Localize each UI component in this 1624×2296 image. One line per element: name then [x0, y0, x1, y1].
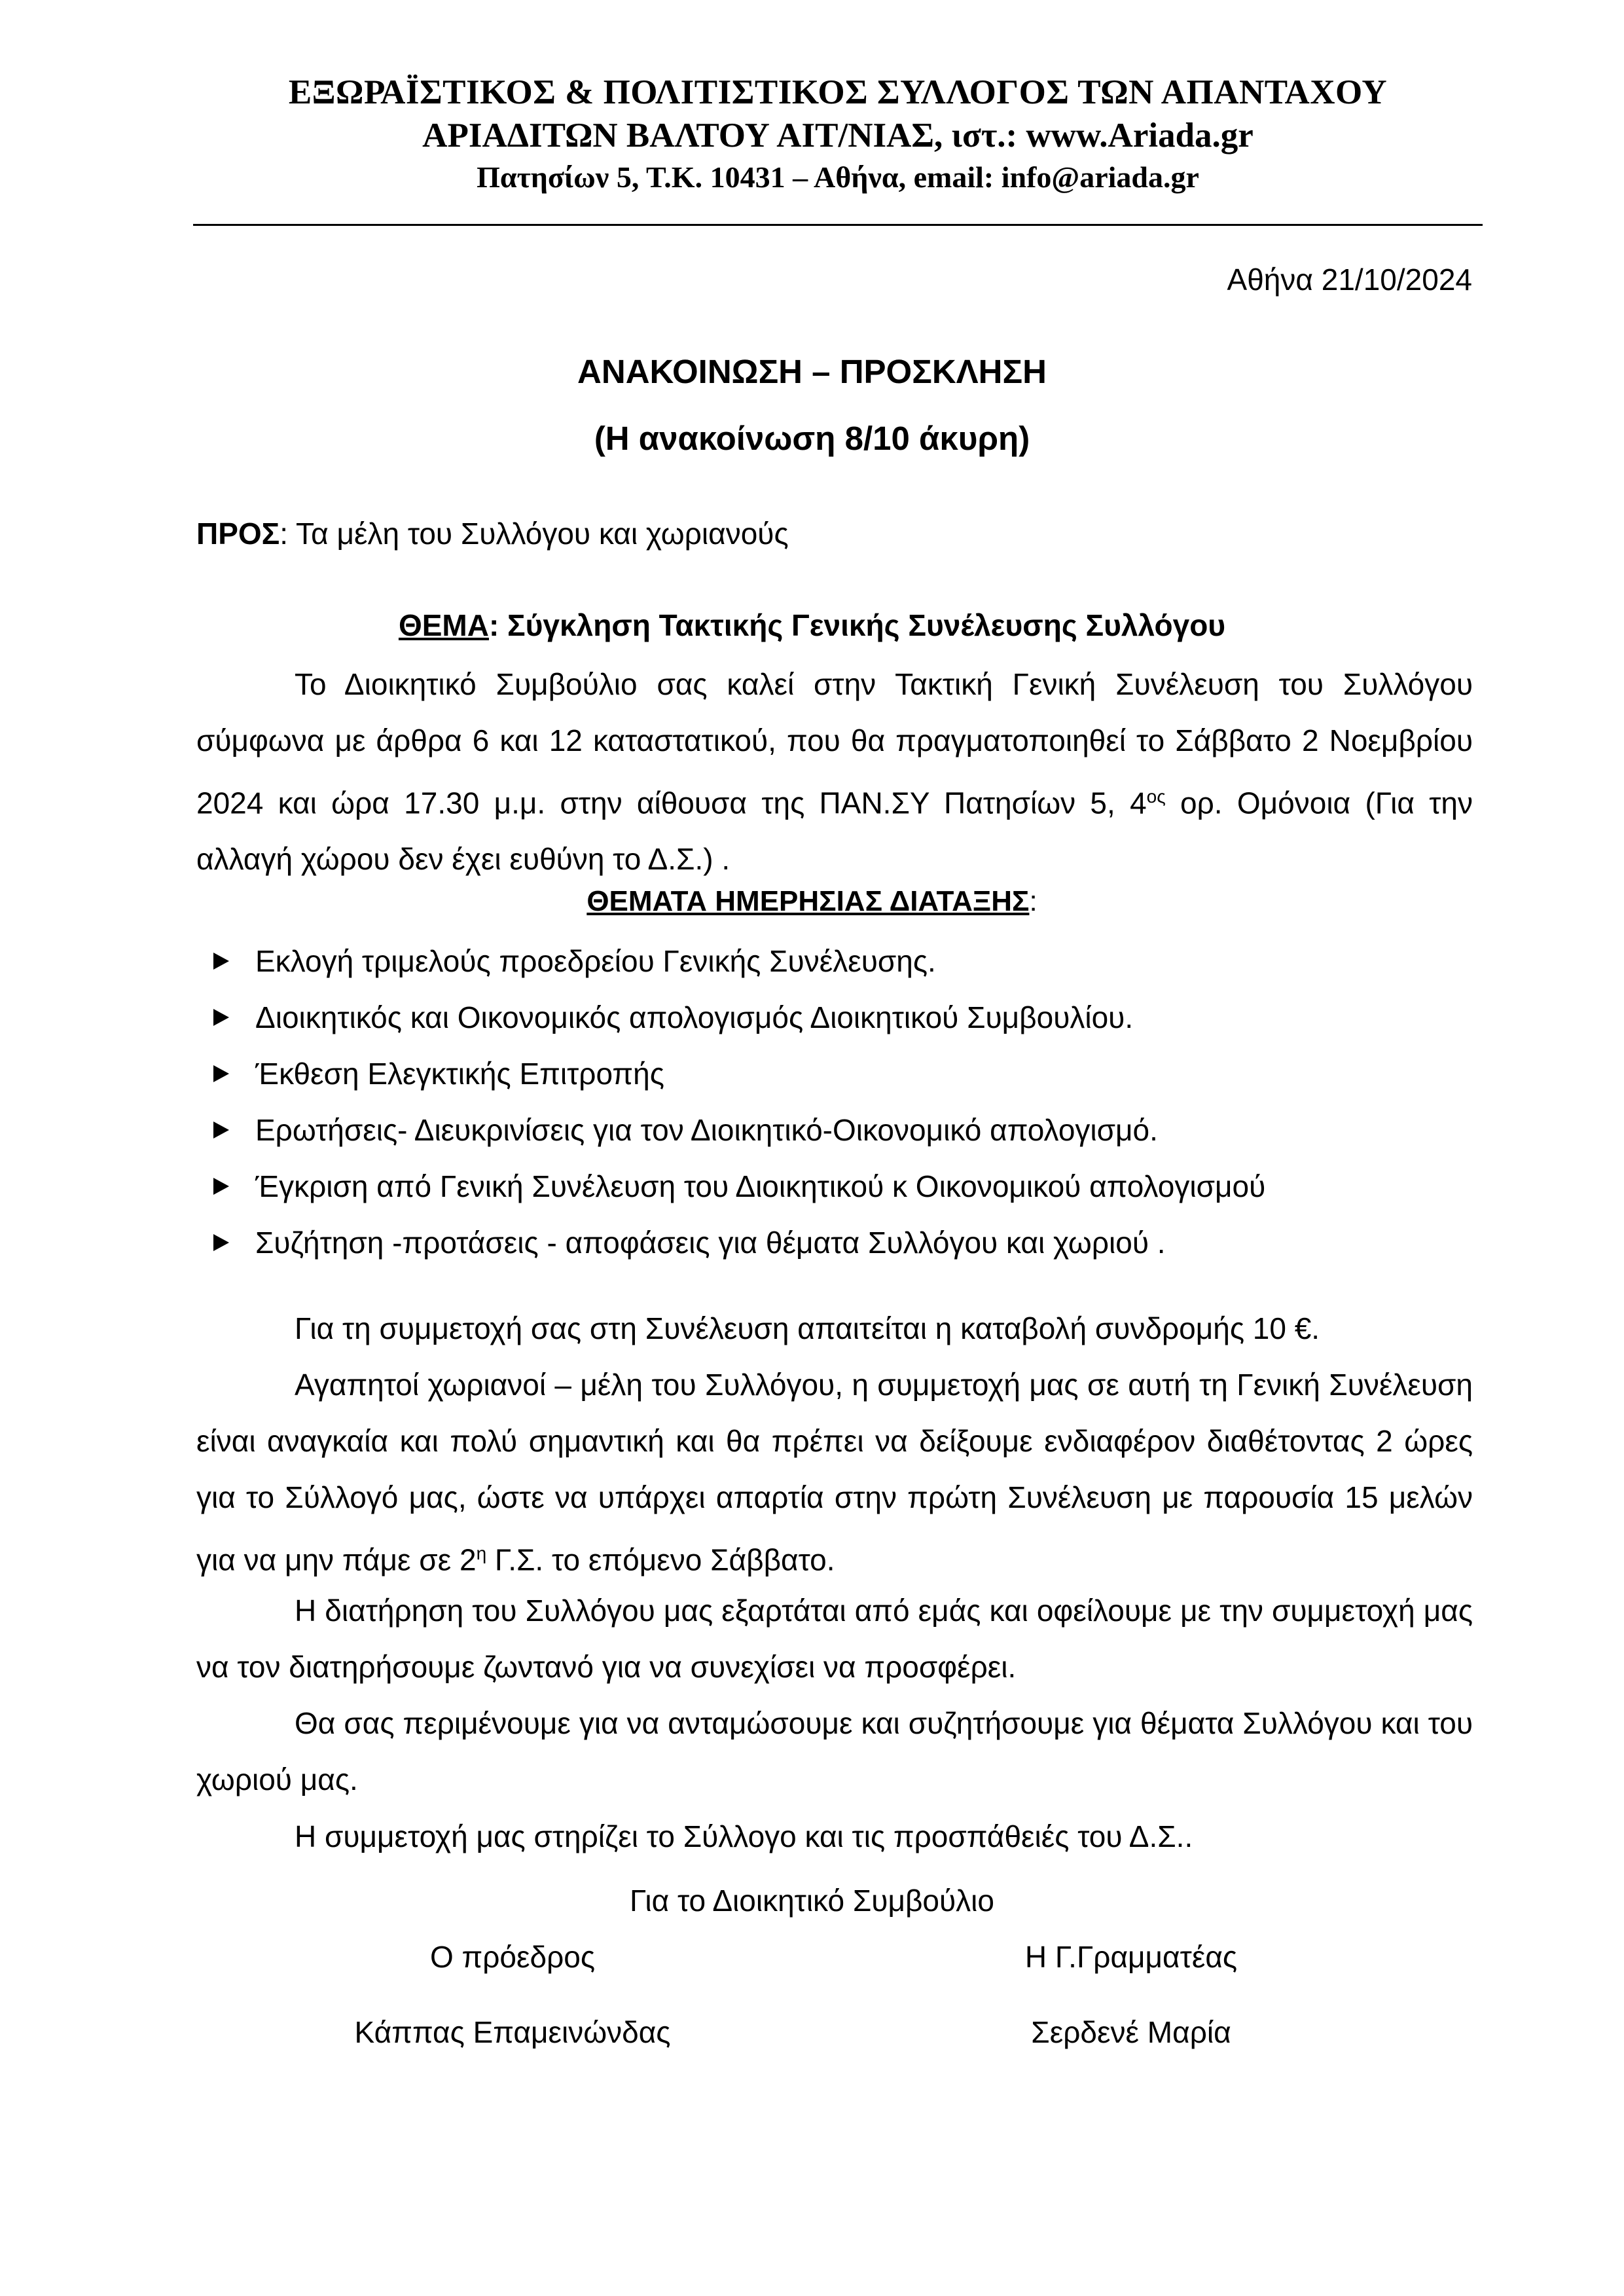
agenda-item-text: Συζήτηση -προτάσεις - αποφάσεις για θέματα Συλλόγου και χωριού . — [255, 1226, 1166, 1260]
list-item — [208, 1046, 1265, 1102]
letterhead-organization-name: ΕΞΩΡΑΪΣΤΙΚΟΣ & ΠΟΛΙΤΙΣΤΙΚΟΣ ΣΥΛΛΟΓΟΣ ΤΩΝ ΑΠΑΝΤΑΧΟΥ — [288, 73, 1388, 111]
subject-label: ΘΕΜΑ — [398, 608, 489, 642]
agenda-item-text: Διοικητικός και Οικονομικός απολογισμός Διοικητικού Συμβουλίου. — [255, 1000, 1134, 1034]
secretary-name: Σερδενέ Μαρία — [1031, 2015, 1231, 2049]
recipient-separator: : — [280, 517, 297, 551]
support-paragraph: Η συμμετοχή μας στηρίζει το Σύλλογο και τις προσπάθειές του Δ.Σ.. — [295, 1819, 1193, 1853]
triangle-bullet-icon — [213, 1121, 229, 1139]
letterhead-organization-website: ΑΡΙΑΔΙΤΩΝ ΒΑΛΤΟΥ ΑΙΤ/ΝΙΑΣ, ιστ.: www.Ariada.gr — [422, 117, 1254, 155]
appeal-superscript: η — [476, 1543, 487, 1563]
letterhead-divider — [193, 224, 1483, 226]
secretary-role: Η Γ.Γραμματέας — [1024, 1940, 1238, 1974]
recipient-line — [196, 516, 789, 551]
agenda-item-text: Έγκριση από Γενική Συνέλευση του Διοικητικού κ Οικονομικού απολογισμού — [255, 1169, 1266, 1203]
triangle-bullet-icon — [213, 1178, 229, 1195]
intro-text-end: ορ. Ομόνοια (Για την αλλαγή χώρου δεν έχει ευθύνη το Δ.Σ.) . — [196, 786, 1473, 877]
agenda-item-text: Ερωτήσεις- Διευκρινίσεις για τον Διοικητικό-Οικονομικό απολογισμό. — [255, 1113, 1158, 1147]
list-item — [208, 933, 1265, 989]
president-role: Ο πρόεδρος — [429, 1940, 596, 1974]
subject-separator: : — [488, 608, 508, 642]
agenda-heading — [0, 885, 1624, 918]
triangle-bullet-icon — [213, 1234, 229, 1251]
intro-text: Το Διοικητικό Συμβούλιο σας καλεί στην Τακτική Γενική Συνέλευση του Συλλόγου σύμφωνα με άρθρα 6 και 12 καταστατικού, που θα πραγματοποιηθεί το Σάββατο 2 Νοεμβρίου 2024 και ώρα 17.30 μ.μ. στην αίθουσα της ΠΑΝ.ΣΥ Πατησίων 5, 4 — [196, 667, 1473, 820]
agenda-heading-text: ΘΕΜΑΤΑ ΗΜΕΡΗΣΙΑΣ ΔΙΑΤΑΞΗΣ — [586, 885, 1030, 917]
document-title: ΑΝΑΚΟΙΝΩΣΗ – ΠΡΟΣΚΛΗΣΗ — [577, 353, 1047, 390]
agenda-item-text: Εκλογή τριμελούς προεδρείου Γενικής Συνέλευσης. — [255, 944, 936, 978]
intro-paragraph — [196, 656, 1473, 887]
triangle-bullet-icon — [213, 1065, 229, 1082]
document-subtitle: (Η ανακοίνωση 8/10 άκυρη) — [594, 420, 1030, 457]
list-item — [208, 1214, 1265, 1271]
signature-heading: Για το Διοικητικό Συμβούλιο — [630, 1884, 994, 1918]
agenda-heading-colon: : — [1029, 885, 1038, 917]
intro-superscript: ος — [1146, 786, 1166, 807]
triangle-bullet-icon — [213, 953, 229, 970]
expectation-paragraph: Θα σας περιμένουμε για να ανταμώσουμε και συζητήσουμε για θέματα Συλλόγου και του χωριού μας. — [196, 1706, 1473, 1796]
document-date: Αθήνα 21/10/2024 — [1227, 263, 1472, 297]
appeal-paragraph — [196, 1357, 1473, 1588]
letterhead — [190, 71, 1486, 198]
triangle-bullet-icon — [213, 1009, 229, 1026]
preservation-paragraph: Η διατήρηση του Συλλόγου μας εξαρτάται από εμάς και οφείλουμε με την συμμετοχή μας να τον διατηρήσουμε ζωντανό για να συνεχίσει να προσφέρει. — [196, 1594, 1473, 1684]
list-item — [208, 989, 1265, 1046]
list-item — [208, 1102, 1265, 1158]
appeal-text: Αγαπητοί χωριανοί – μέλη του Συλλόγου, η συμμετοχή μας σε αυτή τη Γενική Συνέλευση είναι αναγκαία και πολύ σημαντική και θα πρέπει να δείξουμε ενδιαφέρον διαθέτοντας 2 ώρες για το Σύλλογό μας, ώστε να υπάρχει απαρτία στην πρώτη Συνέλευση με παρουσία 15 μελών για να μην πάμε σε 2 — [196, 1368, 1473, 1577]
letterhead-address-email: Πατησίων 5, Τ.Κ. 10431 – Αθήνα, email: info@ariada.gr — [477, 160, 1199, 194]
agenda-item-text: Έκθεση Ελεγκτικής Επιτροπής — [255, 1057, 664, 1091]
appeal-text-end: Γ.Σ. το επόμενο Σάββατο. — [486, 1542, 835, 1577]
recipient-label: ΠΡΟΣ — [196, 517, 280, 551]
recipient-text: Τα μέλη του Συλλόγου και χωριανούς — [296, 517, 789, 551]
agenda-list — [208, 933, 1265, 1271]
list-item — [208, 1158, 1265, 1214]
subject-line — [0, 608, 1624, 643]
subject-text: Σύγκληση Τακτικής Γενικής Συνέλευσης Συλλόγου — [507, 608, 1226, 642]
fee-paragraph: Για τη συμμετοχή σας στη Συνέλευση απαιτείται η καταβολή συνδρομής 10 €. — [295, 1311, 1320, 1345]
president-name: Κάππας Επαμεινώνδας — [354, 2015, 671, 2049]
